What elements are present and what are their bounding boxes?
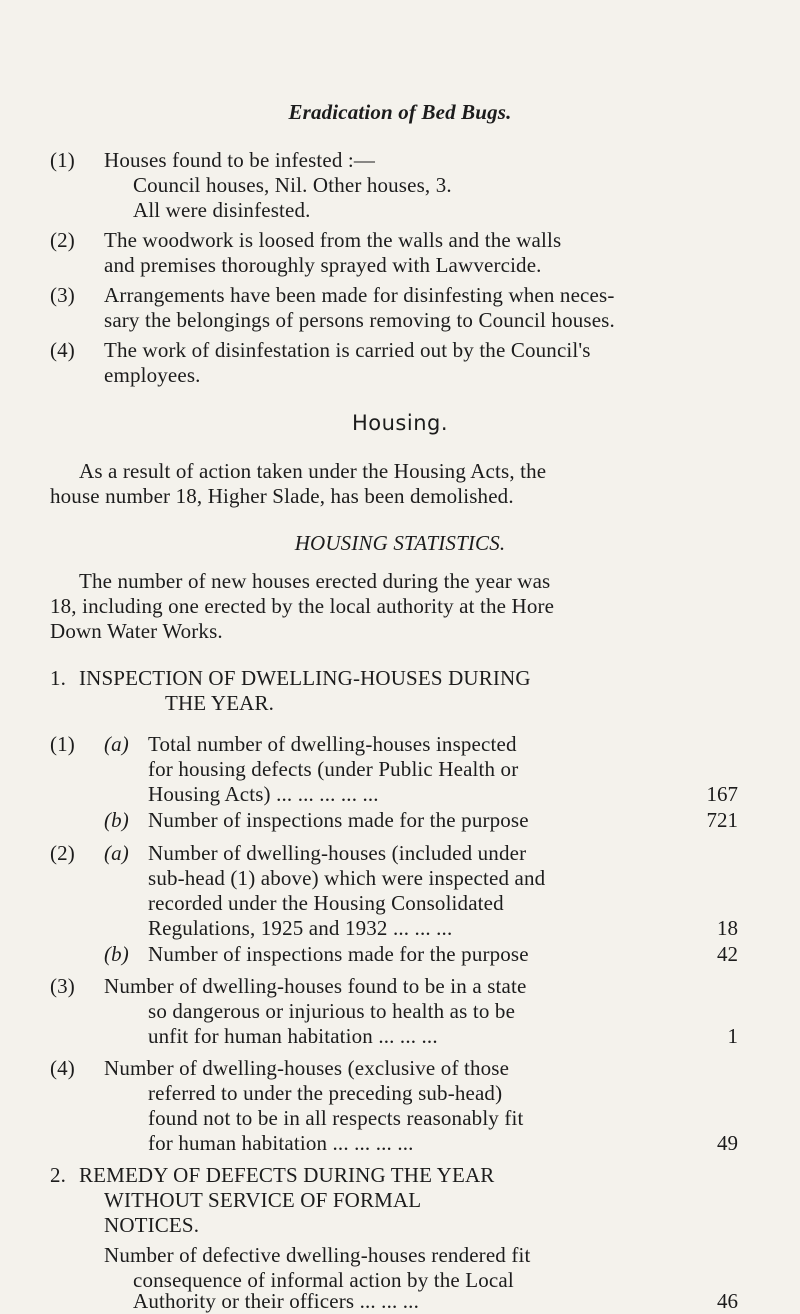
item-text: unfit for human habitation ... ... ... — [148, 1024, 438, 1048]
list-item-text: The work of disinfestation is carried out by the Council's — [104, 338, 591, 362]
item-text: Regulations, 1925 and 1932 ... ... ... — [148, 916, 453, 940]
section-title-bed-bugs: Eradication of Bed Bugs. — [288, 100, 512, 124]
section-1-title: THE YEAR. — [165, 691, 275, 715]
item-text: found not to be in all respects reasonably fit — [148, 1106, 524, 1130]
list-item-text: The woodwork is loosed from the walls and the walls — [104, 228, 562, 252]
section-1-title: INSPECTION OF DWELLING-HOUSES DURING — [79, 666, 531, 690]
list-item-text: Houses found to be infested :— — [104, 148, 376, 172]
list-item-text: All were disinfested. — [133, 198, 311, 222]
item-subhead: (a) — [104, 841, 129, 865]
section-2-title: NOTICES. — [104, 1213, 200, 1237]
paragraph-line: 18, including one erected by the local authority at the Hore — [50, 594, 555, 618]
item-value: 721 — [706, 808, 738, 832]
section-2-title: REMEDY OF DEFECTS DURING THE YEAR — [79, 1163, 495, 1187]
list-item-text: Arrangements have been made for disinfesting when neces- — [104, 283, 615, 307]
list-number: (2) — [50, 228, 75, 252]
item-subhead: (b) — [104, 942, 129, 966]
item-number: (3) — [50, 974, 75, 998]
list-number: (4) — [50, 338, 75, 362]
item-text: for housing defects (under Public Health or — [148, 757, 519, 781]
item-text: referred to under the preceding sub-head) — [148, 1081, 503, 1105]
list-item-text: and premises thoroughly sprayed with Lawvercide. — [104, 253, 542, 277]
section-2-value: 46 — [717, 1289, 738, 1313]
item-text: Number of dwelling-houses found to be in a state — [104, 974, 527, 998]
section-2-text: Number of defective dwelling-houses rendered fit — [104, 1243, 531, 1267]
item-number: (2) — [50, 841, 75, 865]
item-value: 42 — [717, 942, 738, 966]
item-value: 167 — [706, 782, 738, 806]
item-text: Total number of dwelling-houses inspected — [148, 732, 517, 756]
housing-heading: Housing. — [351, 411, 449, 435]
item-text: sub-head (1) above) which were inspected and — [148, 866, 546, 890]
section-2-text: Authority or their officers ... ... ... — [133, 1289, 419, 1313]
item-subhead: (a) — [104, 732, 129, 756]
section-2-title: WITHOUT SERVICE OF FORMAL — [104, 1188, 422, 1212]
item-text: so dangerous or injurious to health as to be — [148, 999, 516, 1023]
list-item-text: Council houses, Nil. Other houses, 3. — [133, 173, 452, 197]
item-text: Number of dwelling-houses (exclusive of those — [104, 1056, 510, 1080]
item-text: Housing Acts) ... ... ... ... ... — [148, 782, 379, 806]
item-number: (4) — [50, 1056, 75, 1080]
list-number: (3) — [50, 283, 75, 307]
list-item-text: sary the belongings of persons removing to Council houses. — [104, 308, 615, 332]
list-item-text: employees. — [104, 363, 201, 387]
section-2-text: consequence of informal action by the Local — [133, 1268, 514, 1292]
section-1-label: 1. — [50, 666, 67, 690]
paragraph-line: Down Water Works. — [50, 619, 223, 643]
item-number: (1) — [50, 732, 75, 756]
paragraph-line: The number of new houses erected during the year was — [79, 569, 551, 593]
item-text: recorded under the Housing Consolidated — [148, 891, 504, 915]
item-text: Number of inspections made for the purpose — [148, 808, 529, 832]
list-number: (1) — [50, 148, 75, 172]
item-value: 1 — [727, 1024, 738, 1048]
item-text: Number of dwelling-houses (included under — [148, 841, 527, 865]
section-2-label: 2. — [50, 1163, 67, 1187]
paragraph-line: As a result of action taken under the Housing Acts, the — [79, 459, 547, 483]
item-text: for human habitation ... ... ... ... — [148, 1131, 414, 1155]
item-subhead: (b) — [104, 808, 129, 832]
item-value: 18 — [717, 916, 738, 940]
housing-statistics-heading: HOUSING STATISTICS. — [294, 531, 506, 555]
item-value: 49 — [717, 1131, 738, 1155]
item-text: Number of inspections made for the purpose — [148, 942, 529, 966]
paragraph-line: house number 18, Higher Slade, has been demolished. — [50, 484, 514, 508]
